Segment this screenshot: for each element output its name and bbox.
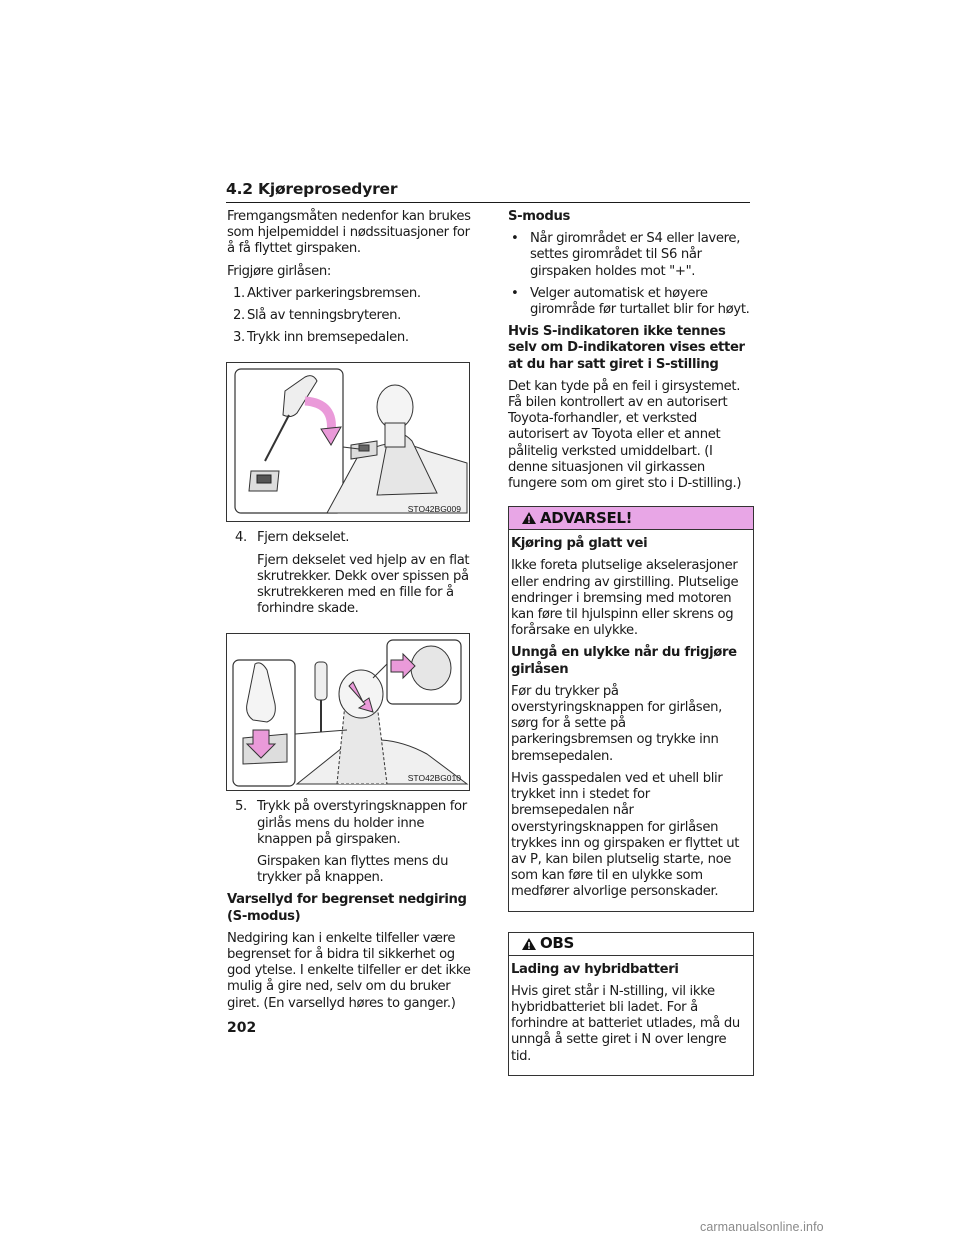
- warning-text-2: Før du trykker på overstyringsknappen for girlåsen, sørg for å sette på parkeringsbremsen og trykke inn bremsepedalen.: [511, 683, 722, 764]
- figure1-code: STO42BG009: [407, 504, 461, 515]
- caution-icon: [521, 937, 537, 951]
- section-header: 4.2 Kjøreprosedyrer: [226, 180, 750, 203]
- varsellyd-heading: Varsellyd for begrenset nedgiring (S-modus): [227, 892, 467, 924]
- obs-title-bar: [509, 933, 753, 956]
- release-label: Frigjøre girlåsen:: [227, 263, 331, 279]
- s-indicator-heading: Hvis S-indikatoren ikke tennes selv om D-indikatoren vises etter at du har satt giret i S-stilling: [508, 324, 745, 372]
- step-5: 5. Trykk på overstyringsknappen for girlås mens du holder inne knappen på girspaken.: [235, 799, 467, 847]
- right-column: [508, 209, 754, 1076]
- figure-override-button: [226, 633, 470, 791]
- warning-title: ADVARSEL!: [540, 509, 633, 528]
- obs-text: Hvis giret står i N-stilling, vil ikke hybridbatteriet bli ladet. For å forhindre at batteriet utlades, må du unngå å sette giret i N over lengre tid.: [511, 983, 740, 1064]
- figure-remove-cover: [226, 362, 470, 522]
- illustration-override-button: [227, 634, 469, 790]
- step-2: 2. Slå av tenningsbryteren.: [233, 308, 401, 324]
- step-4: 4. Fjern dekselet.: [235, 530, 350, 546]
- obs-title: OBS: [540, 934, 574, 953]
- figure2-code: STO42BG010: [407, 773, 461, 784]
- warning-heading-2: Unngå en ulykke når du frigjøre girlåsen: [511, 645, 737, 677]
- step-5-detail: Girspaken kan flyttes mens du trykker på knappen.: [257, 854, 449, 886]
- warning-title-bar: [509, 507, 753, 530]
- page-number: 202: [227, 1020, 257, 1036]
- step-4-detail: Fjern dekselet ved hjelp av en flat skrutrekker. Dekk over spissen på skrutrekkeren med en fille for å forhindre skade.: [257, 552, 470, 617]
- smodus-heading: S-modus: [508, 209, 571, 224]
- obs-heading: Lading av hybridbatteri: [511, 961, 679, 977]
- s-indicator-text: Det kan tyde på en feil i girsystemet. Få bilen kontrollert av en autorisert Toyota-forhandler, et verksted autorisert av Toyota eller et annet pålitelig verksted umiddelbart. (I denne situasjonen vil girkassen fungere som om giret sto i D-stilling.): [508, 378, 742, 492]
- warning-text-1: Ikke foreta plutselige akselerasjoner eller endring av girstilling. Plutselige endringer i bremsing med motoren kan føre til hjulspinn eller skrens og forårsake en ulykke.: [511, 558, 739, 639]
- warning-text-3: Hvis gasspedalen ved et uhell blir trykket inn i stedet for bremsepedalen når overstyringsknappen for girlåsen trykkes inn og girspaken er flyttet ut av P, kan bilen plutselig starte, noe som kan føre til en ulykke som medfører alvorlige personskader.: [511, 770, 740, 900]
- warning-icon: [521, 511, 537, 525]
- warning-box: [508, 506, 754, 911]
- illustration-screwdriver-cover: [227, 363, 469, 521]
- smodus-bullet-2: • Velger automatisk et høyere girområde før turtallet blir for høyt.: [511, 285, 750, 318]
- obs-box: [508, 932, 754, 1076]
- left-column: [227, 209, 472, 1018]
- intro-paragraph: Fremgangsmåten nedenfor kan brukes som hjelpemiddel i nødssituasjoner for å få flyttet girspaken.: [227, 209, 471, 257]
- watermark: carmanualsonline.info: [700, 1220, 824, 1234]
- step-3: 3. Trykk inn bremsepedalen.: [233, 330, 409, 346]
- warning-heading-1: Kjøring på glatt vei: [511, 536, 648, 552]
- varsellyd-text: Nedgiring kan i enkelte tilfeller være begrenset for å bidra til sikkerhet og god ytelse. I enkelte tilfeller er det ikke mulig å gire ned, selv om du bruker giret. (En varsellyd høres to ganger.): [227, 930, 471, 1011]
- smodus-bullet-1: • Når girområdet er S4 eller lavere, settes girområdet til S6 når girspaken holdes mot "+".: [511, 231, 741, 279]
- step-1: 1. Aktiver parkeringsbremsen.: [233, 285, 421, 301]
